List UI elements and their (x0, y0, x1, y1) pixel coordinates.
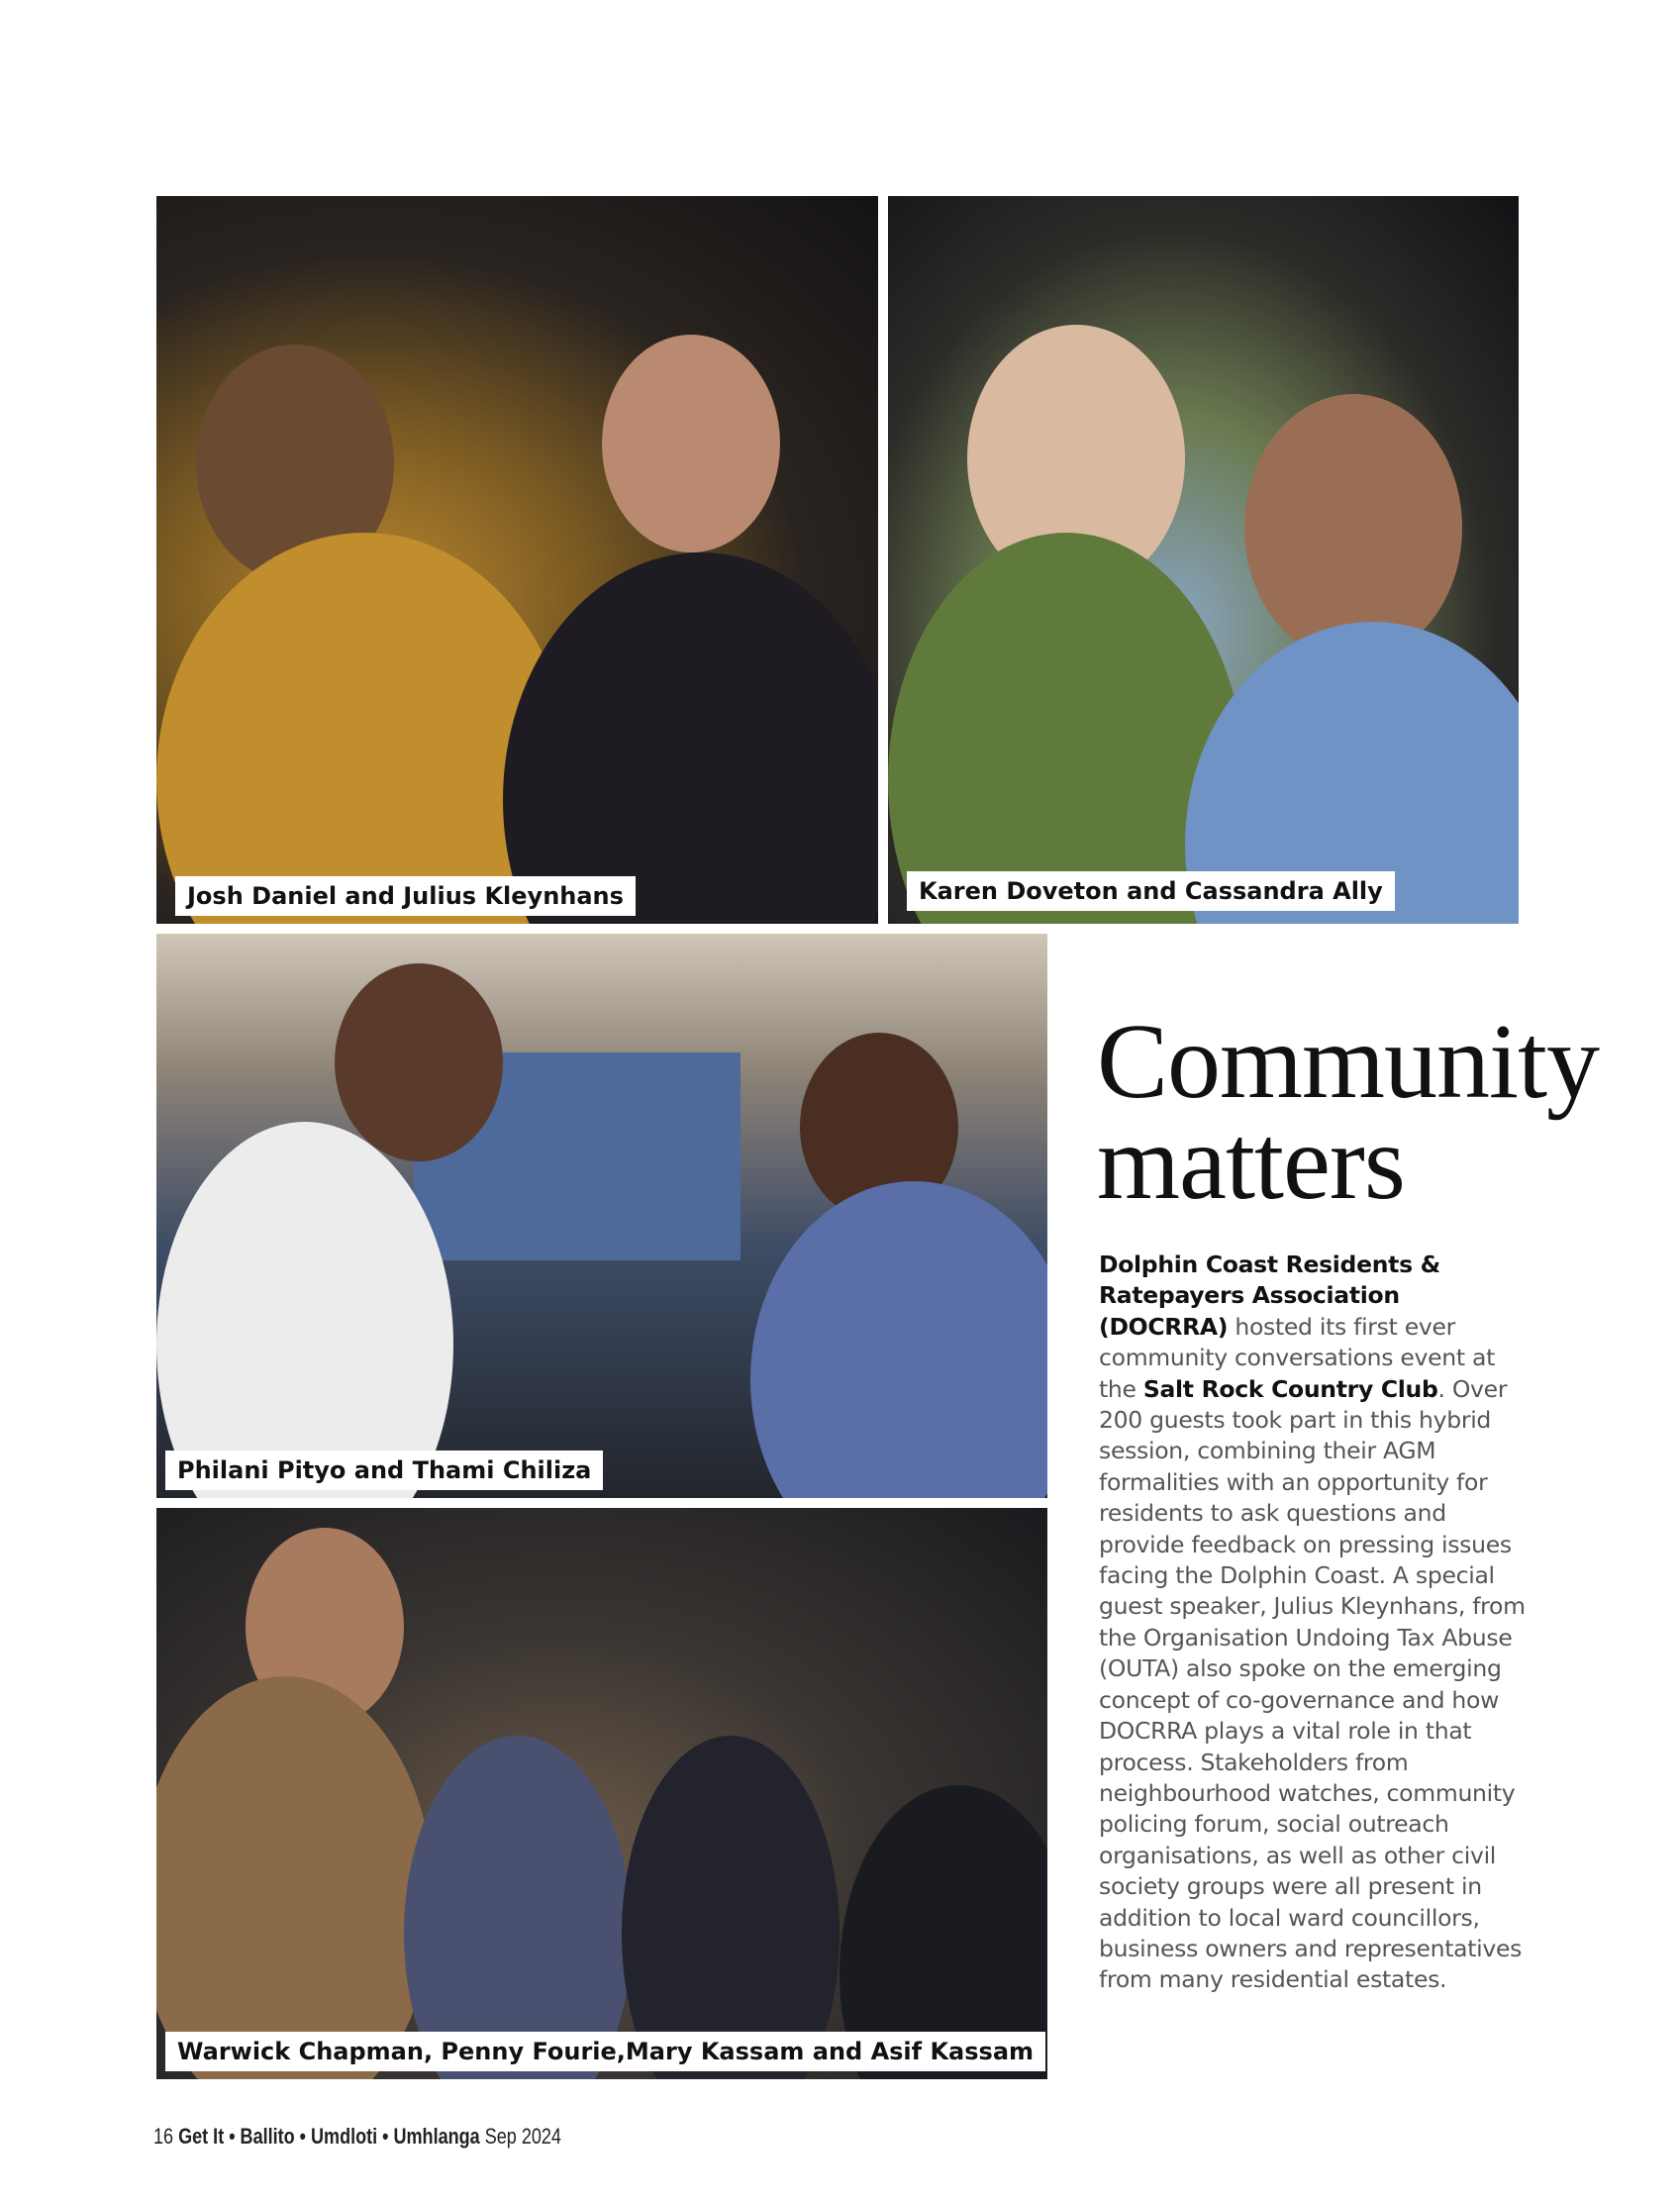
person-silhouette (156, 1122, 453, 1498)
person-silhouette (750, 1181, 1047, 1498)
page-footer (153, 2124, 561, 2150)
photo-caption: Warwick Chapman, Penny Fourie,Mary Kassam and Asif Kassam (165, 2032, 1045, 2071)
publication-name: Get It • Ballito • Umdloti • Umhlanga (178, 2124, 480, 2149)
person-silhouette (335, 963, 503, 1161)
photo-caption: Josh Daniel and Julius Kleynhans (175, 876, 636, 916)
photo-karen-cassandra (888, 196, 1519, 924)
person-silhouette (503, 552, 878, 924)
page-number: 16 (153, 2124, 174, 2149)
title-line: matters (1097, 1104, 1405, 1222)
photo-caption: Philani Pityo and Thami Chiliza (165, 1451, 603, 1490)
photo-caption: Karen Doveton and Cassandra Ally (907, 871, 1395, 911)
venue-bold: Salt Rock Country Club (1142, 1374, 1438, 1403)
photo-josh-julius (156, 196, 878, 924)
issue-date: Sep 2024 (484, 2124, 561, 2149)
body-text: . Over 200 guests took part in this hybrid session, combining their AGM formalities with an opportunity for residents to ask questions and provide feedback on pressing issues facing the Dolphin Coast. A special guest speaker, Julius Kleynhans, from the Organisation Undoing Tax Abuse (OUTA) also spoke on the emerging concept of co-governance and how DOCRRA plays a vital role in that process. Stakeholders from neighbourhood watches, community policing forum, social outreach organisations, as well as other civil society groups were all present in addition to local ward councillors, business owners and representatives from many residential estates. (1099, 1374, 1526, 1994)
title-line: Community (1097, 1003, 1600, 1121)
photo-group-four (156, 1508, 1047, 2079)
article-body (1099, 1250, 1534, 1996)
photo-philani-thami (156, 934, 1047, 1498)
lead-bold: Dolphin Coast Residents & Ratepayers Association (DOCRRA) (1099, 1251, 1440, 1341)
article-title (1097, 1003, 1600, 1222)
person-silhouette (622, 1736, 840, 2079)
person-silhouette (1244, 394, 1462, 661)
body-text: hosted its first ever community conversations event at the (1099, 1312, 1495, 1403)
person-silhouette (404, 1736, 632, 2079)
person-silhouette (156, 1676, 434, 2079)
person-silhouette (602, 335, 780, 552)
